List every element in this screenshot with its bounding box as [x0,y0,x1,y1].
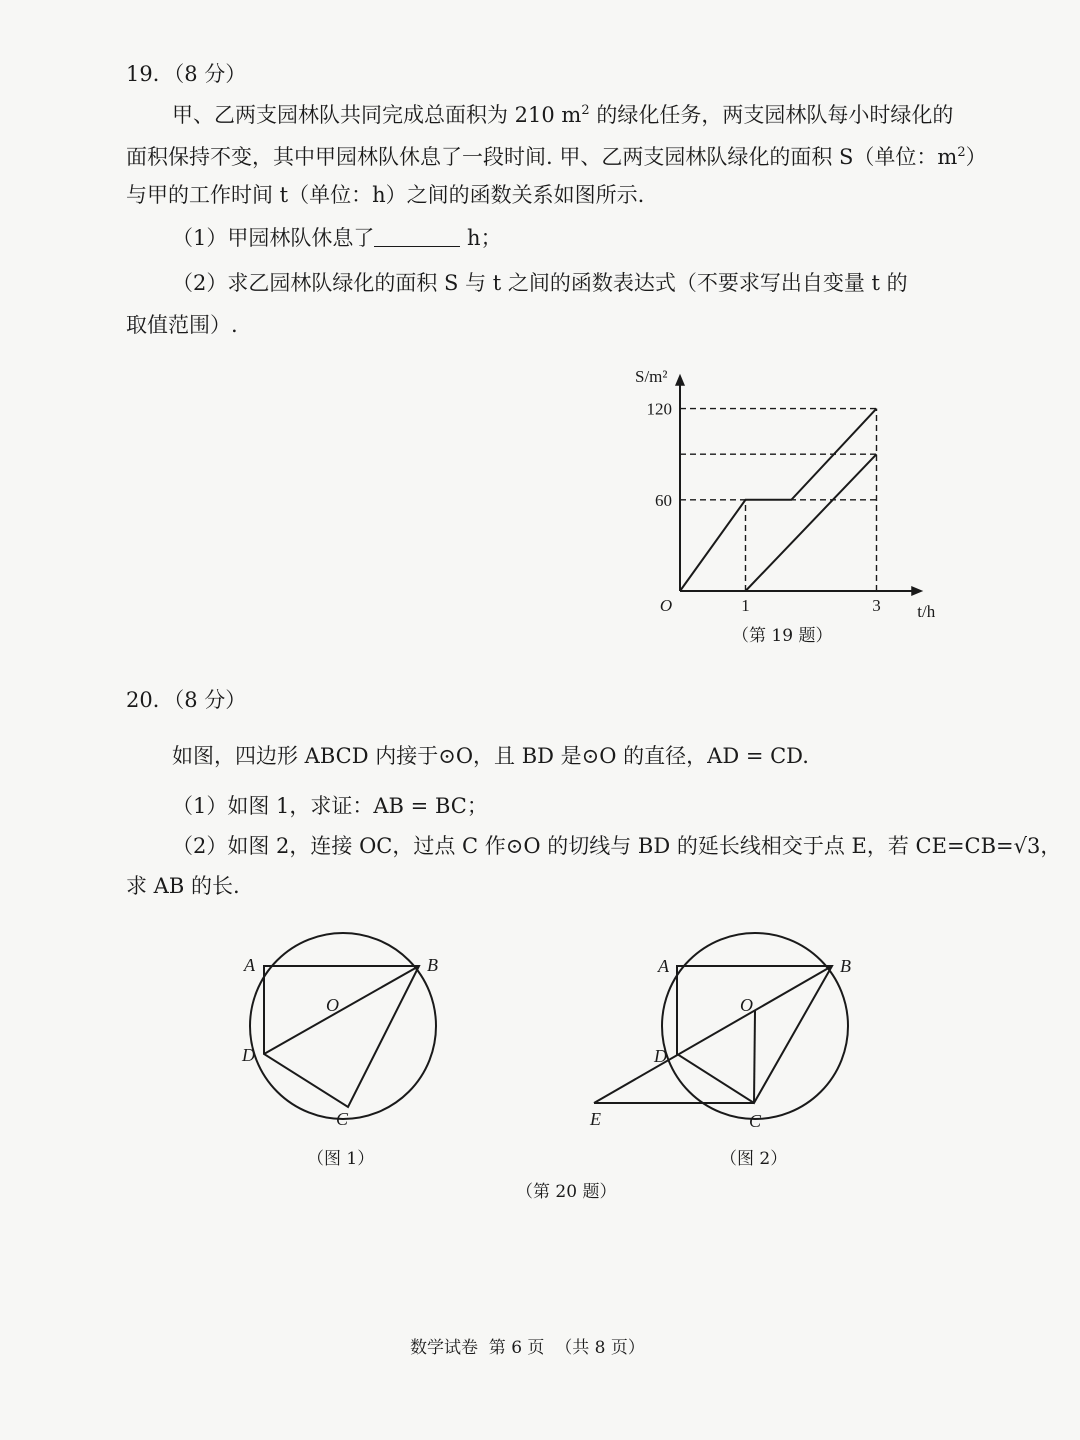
x-tick-label: 3 [872,596,881,615]
q19-intro-line1-post: 的绿化任务，两支园林队每小时绿化的 [589,103,954,127]
fig2-line-eb [594,966,832,1103]
x-tick-label: 1 [741,596,750,615]
q20-figure-2 [580,915,880,1145]
y-tick-label: 120 [646,399,672,419]
fig1-label-o: O [326,995,339,1015]
q19-intro-line2 [126,146,987,168]
fig2-label-o: O [740,995,753,1015]
q19-part1-unit: h； [460,226,502,250]
q19-caption: （第 19 题） [732,626,833,646]
y-axis-arrow [675,374,685,386]
q19-header: 19．（8 分） [126,62,247,86]
fig2-label-e: E [590,1109,601,1129]
q19-intro-line3: 与甲的工作时间 t（单位：h）之间的函数关系如图所示. [126,183,645,207]
q19-part1-text: （1）甲园林队休息了 [172,226,375,250]
fig2-label-d: D [654,1046,667,1066]
series-line-1 [680,409,877,591]
q20-header: 20．（8 分） [126,688,247,712]
q19-part2-line1: （2）求乙园林队绿化的面积 S 与 t 之间的函数表达式（不要求写出自变量 t 的 [172,271,908,295]
answer-blank[interactable] [374,228,460,247]
q19-intro-line2-text: 面积保持不变，其中甲园林队休息了一段时间. 甲、乙两支园林队绿化的面积 S（单位：m [126,145,958,169]
q19-part1 [172,228,502,249]
fig2-label-a: A [658,956,669,976]
q19-intro-line1-sup: 2 [581,103,590,118]
series-line-2 [746,454,877,591]
q19-intro-line2-post: ） [965,145,987,169]
x-axis-label: t/h [917,602,936,621]
q19-graph [620,360,940,650]
q20-fig2-caption: （图 2） [720,1149,788,1169]
y-tick-label: 60 [655,490,672,510]
fig1-quadrilateral [264,966,419,1107]
page-footer: 数学试卷 第 6 页 （共 8 页） [410,1338,645,1358]
fig1-label-d: D [242,1045,255,1065]
fig1-circle [250,933,436,1119]
q20-part2-line2: 求 AB 的长. [126,874,240,898]
fig1-label-b: B [427,955,438,975]
q20-part2-line1: （2）如图 2，连接 OC，过点 C 作⊙O 的切线与 BD 的延长线相交于点 E，若 CE=CB=√3， [172,834,1062,858]
origin-label: O [659,596,673,615]
y-axis-label: S/m² [635,367,668,386]
fig1-label-a: A [244,955,255,975]
fig1-label-c: C [336,1109,349,1129]
q20-figure-1 [230,915,470,1145]
q19-intro-line1-text: 甲、乙两支园林队共同完成总面积为 210 m [172,103,582,127]
q20-intro: 如图，四边形 ABCD 内接于⊙O，且 BD 是⊙O 的直径，AD = CD. [172,744,809,768]
q20-caption: （第 20 题） [516,1182,617,1202]
x-axis-arrow [911,586,923,596]
q19-part2-line2: 取值范围）. [126,313,238,337]
q19-intro-line1 [172,104,953,126]
q19-intro-line2-sup: 2 [957,145,966,160]
fig2-label-b: B [840,956,851,976]
q20-part1: （1）如图 1，求证：AB = BC； [172,794,488,818]
q20-fig1-caption: （图 1） [307,1149,375,1169]
fig2-label-c: C [749,1111,762,1131]
fig2-radius-oc [754,1011,755,1103]
